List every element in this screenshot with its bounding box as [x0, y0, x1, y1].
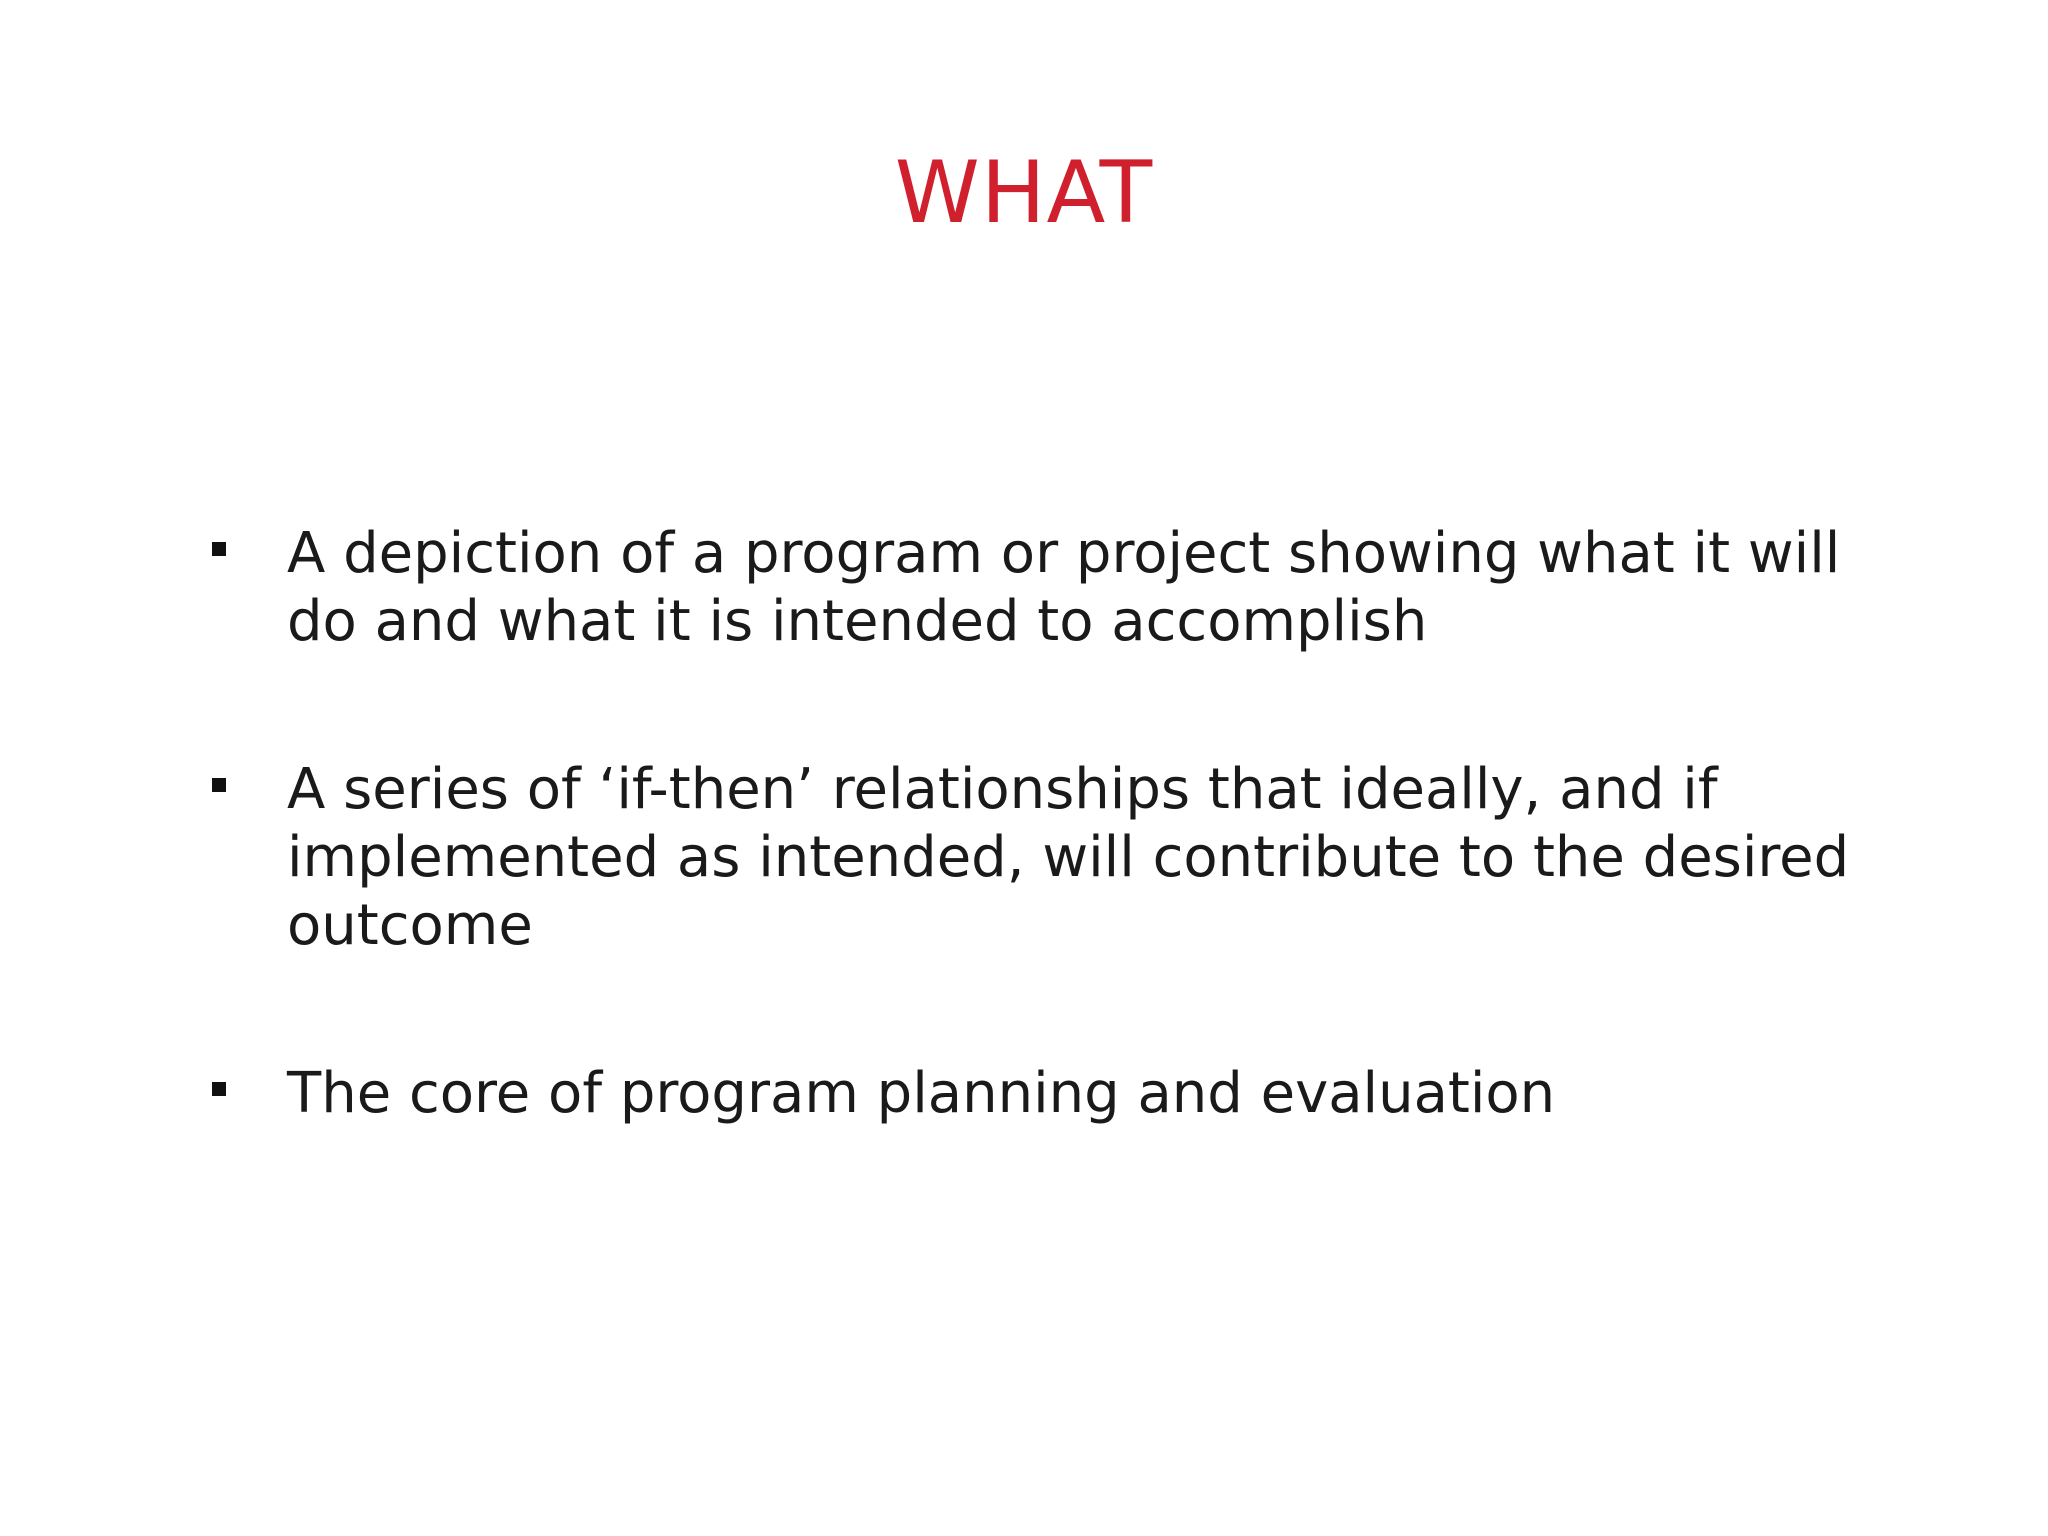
slide-title: WHAT	[894, 143, 1154, 243]
bullet-text: A depiction of a program or project showing what it will do and what it is intended to accomplish	[287, 521, 1841, 654]
bullet-item	[212, 756, 1892, 960]
bullet-list	[212, 520, 1892, 1228]
bullet-item	[212, 520, 1892, 656]
square-bullet-icon	[212, 1082, 226, 1096]
bullet-text: The core of program planning and evaluation	[287, 1061, 1556, 1126]
bullet-item	[212, 1060, 1892, 1128]
bullet-text: A series of ‘if-then’ relationships that ideally, and if implemented as intended, will contribute to the desired outcome	[287, 757, 1850, 958]
square-bullet-icon	[212, 778, 226, 792]
square-bullet-icon	[212, 542, 226, 556]
